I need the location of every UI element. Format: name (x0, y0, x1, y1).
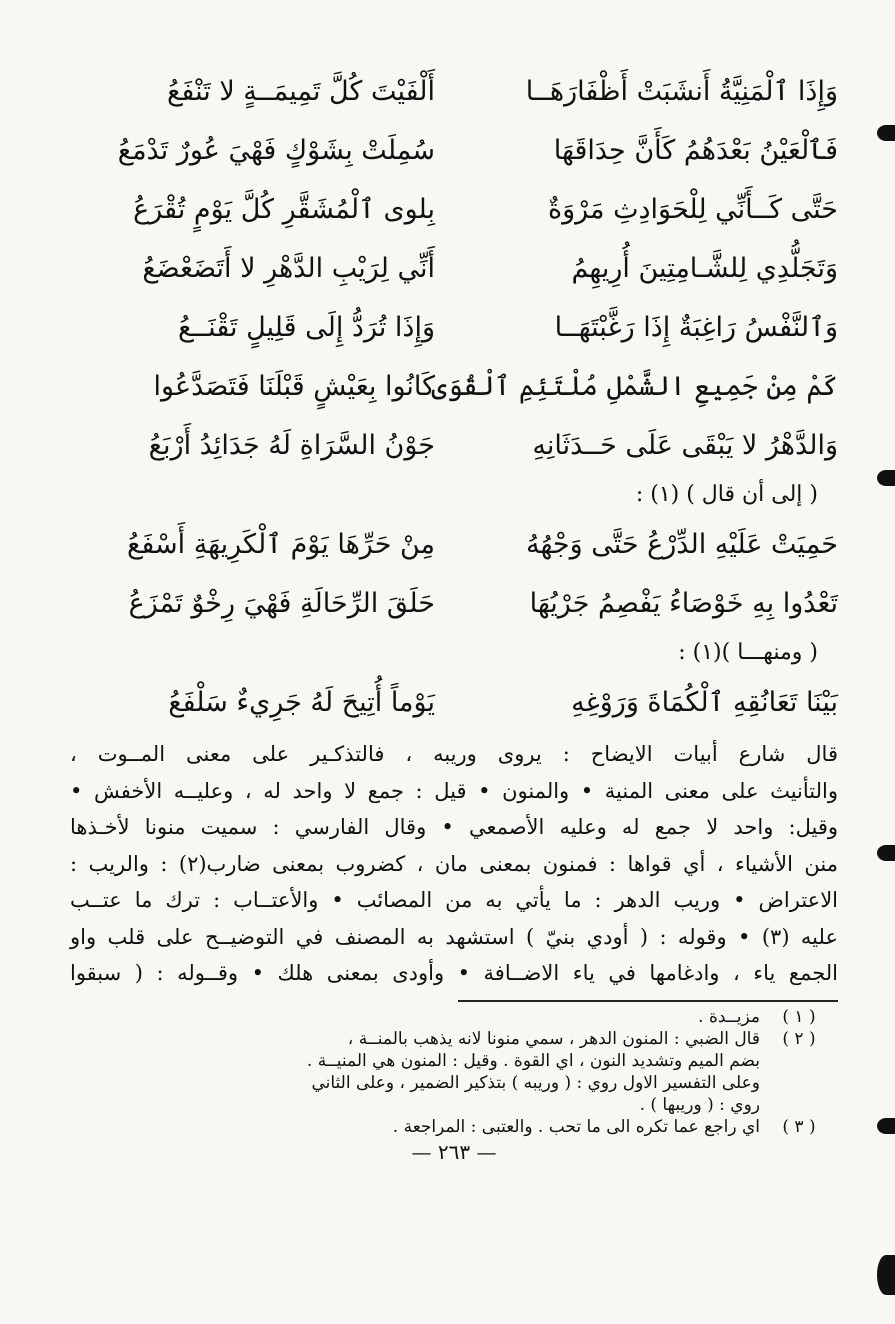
footnote (70, 1116, 838, 1138)
edge-mark (877, 845, 895, 861)
footnote-line: مزيــدة . (698, 1006, 760, 1027)
verse-line (70, 298, 838, 357)
verse-line (70, 416, 838, 475)
poem-block-2 (70, 515, 838, 633)
interlude-note: ( إلى أن قال ) (١) : (635, 482, 818, 507)
second-hemistich: يَوْماً أُتِيحَ لَهُ جَرِيءٌ سَلْفَعُ (168, 687, 435, 718)
second-hemistich: سُمِلَتْ بِشَوْكٍ فَهْيَ عُورٌ تَدْمَعُ (117, 135, 435, 166)
second-hemistich: مِنْ حَرِّهَا يَوْمَ ٱلْكَرِيهَةِ أَسْفَعُ (126, 529, 435, 560)
commentary-paragraph (70, 736, 838, 992)
footnote-number: ( ٣ ) (782, 1116, 816, 1137)
verse-line (70, 574, 838, 633)
footnote-line: قال الضبي : المنون الدهر ، سمي منونا لانه يذهب بالمنــة ، (347, 1028, 760, 1049)
commentary-line: والتأنيث على معنى المنية • والمنون • قيل : جمع لا واحد له ، وعليــه الأخفش • (70, 778, 838, 803)
second-hemistich: حَلَقَ الرِّحَالَةِ فَهْيَ رِخْوٌ تَمْزَعُ (128, 588, 435, 619)
second-hemistich: بِلوى ٱلْمُشَقَّرِ كُلَّ يَوْمٍ تُقْرَعُ (133, 194, 435, 225)
second-hemistich: أَلْفَيْتَ كُلَّ تَمِيمَــةٍ لا تَنْفَعُ (167, 76, 435, 107)
page-number: — ٢٦٣ — (411, 1139, 497, 1164)
verse-line (70, 515, 838, 574)
first-hemistich: تَعْدُوا بِهِ خَوْصَاءُ يَفْصِمُ جَرْيُهَا (529, 588, 838, 619)
first-hemistich: وَتَجَلُّدِي لِلشَّـامِتِينَ أُرِيهِمُ (571, 253, 838, 284)
footnote-number: ( ١ ) (782, 1006, 816, 1027)
edge-mark (877, 1255, 895, 1295)
commentary-line: منن الأشياء ، أي قواها : فمنون بمعنى مان ، كضروب بمعنى ضارب(٢) : والريب : (70, 851, 838, 876)
verse-line (70, 180, 838, 239)
commentary-line: الجمع ياء ، وادغامها في ياء الاضــافة • وأودى بمعنى هلك • وقــوله : ( سبقوا (70, 961, 838, 985)
first-hemistich: بَيْنَا تَعَانُقِهِ ٱلْكُمَاةَ وَرَوْغِهِ (571, 687, 838, 718)
first-hemistich: وَالدَّهْرُ لا يَبْقَى عَلَى حَــدَثَانِهِ (532, 430, 838, 461)
first-hemistich: كَمْ مِنْ جَمِيعِ الشَّمْلِ مُلْتَئِمِ ٱلْقُوَى (431, 371, 838, 402)
commentary-line: وقيل: واحد لا جمع له وعليه الأصمعي • وقال الفارسي : سميت منونا لأخـذها (70, 815, 838, 839)
footnote-line: روي : ( وريبها ) . (639, 1094, 760, 1115)
book-page (70, 62, 838, 1164)
footnote-line: بضم الميم وتشديد النون ، اي القوة . وقيل : المنون هي المنيــة . (306, 1050, 760, 1071)
footnote-divider (458, 1000, 838, 1002)
first-hemistich: فَٱلْعَيْنُ بَعْدَهُمُ كَأَنَّ حِدَاقَهَا (553, 135, 838, 166)
first-hemistich: وَٱلنَّفْسُ رَاغِبَةٌ إِذَا رَغَّبْتَهَــا (554, 312, 838, 343)
footnote (70, 1006, 838, 1028)
verse-line (70, 239, 838, 298)
second-hemistich: كَانُوا بِعَيْشٍ قَبْلَنَا فَتَصَدَّعُوا (153, 371, 435, 402)
footnotes (70, 1006, 838, 1138)
footnote-line: وعلى التفسير الاول روي : ( وريبه ) بتذكير الضمير ، وعلى الثاني (311, 1072, 760, 1093)
edge-mark (877, 125, 895, 141)
verse-line (70, 62, 838, 121)
poem-block-3 (70, 673, 838, 732)
first-hemistich: حَتَّى كَــأَنِّي لِلْحَوَادِثِ مَرْوَةٌ (547, 194, 838, 225)
edge-mark (877, 470, 895, 486)
footnote (70, 1028, 838, 1116)
second-hemistich: جَوْنُ السَّرَاةِ لَهُ جَدَائِدُ أَرْبَعُ (148, 430, 435, 461)
verse-line (70, 357, 838, 416)
footnote-number: ( ٢ ) (782, 1028, 816, 1049)
second-hemistich: وَإِذَا تُرَدُّ إِلَى قَلِيلٍ تَقْنَــعُ (177, 312, 435, 343)
second-hemistich: أَنِّي لِرَيْبِ الدَّهْرِ لا أَتَضَعْضَعُ (142, 253, 435, 284)
first-hemistich: وَإِذَا ٱلْمَنِيَّةُ أَنشَبَتْ أَظْفَارَهَــا (525, 76, 838, 107)
first-hemistich: حَمِيَتْ عَلَيْهِ الدِّرْعُ حَتَّى وَجْهُهُ (525, 529, 838, 560)
commentary-line: قال شارع أبيات الايضاح : يروى وريبه ، فالتذكـير على معنى المــوت ، (70, 742, 838, 766)
commentary-line: الاعتراض • وريب الدهر : ما يأتي به من المصائب • والأعتــاب : ترك ما عتــب (70, 888, 838, 912)
verse-line (70, 673, 838, 732)
edge-mark (877, 1118, 895, 1134)
interlude-note: ( ومنهـــا )(١) : (678, 640, 818, 665)
poem-block-1 (70, 62, 838, 475)
verse-line (70, 121, 838, 180)
footnote-line: اي راجع عما تكره الى ما تحب . والعتبى : المراجعة . (392, 1116, 760, 1137)
commentary-line: عليه (٣) • وقوله : ( أودي بنيّ ) استشهد به المصنف في التوضيــح على قلب واو (70, 924, 838, 949)
